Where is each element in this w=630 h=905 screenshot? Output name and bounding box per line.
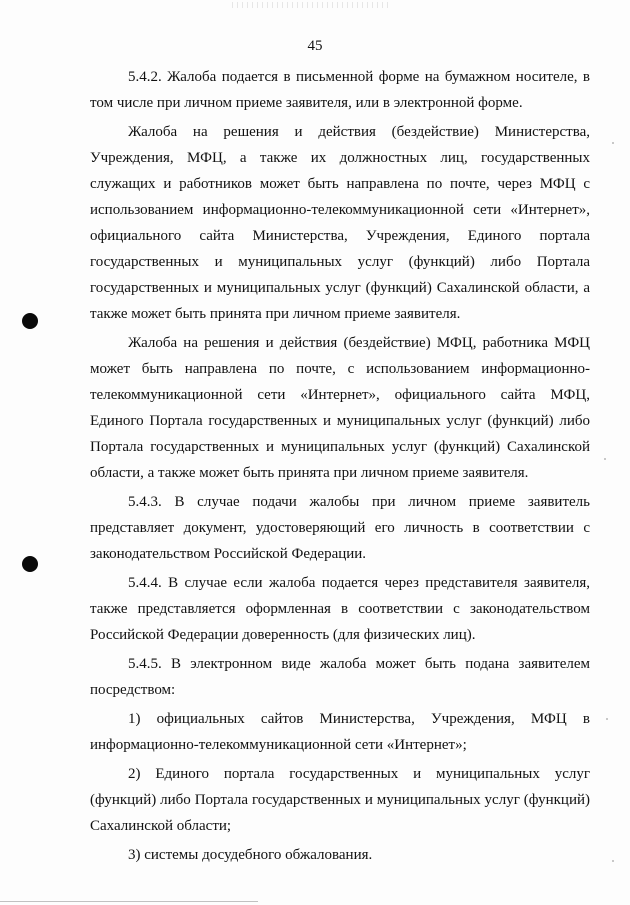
scan-speck [612, 142, 614, 144]
list-item-2: 2) Единого портала государственных и муниципальных услуг (функций) либо Портала государственных и муниципальных услуг (функций) Сахалинской области; [90, 766, 590, 834]
punch-hole-mark [22, 556, 38, 572]
scan-speck [604, 458, 606, 460]
paragraph-complaint-mfc: Жалоба на решения и действия (бездействие) МФЦ, работника МФЦ может быть направлена по почте, с использованием информационно-телекоммуникационной сети «Интернет», официального сайта МФЦ, Единого Портала государственных и муниципальных услуг (функций) либо Портала государственных и муниципальных услуг (функций) Сахалинской области, а также может быть принята при личном приеме заявителя. [90, 335, 590, 481]
paragraph-5-4-2: 5.4.2. Жалоба подается в письменной форме на бумажном носителе, в том числе при личном приеме заявителя, или в электронной форме. [90, 69, 590, 111]
paragraph-5-4-3: 5.4.3. В случае подачи жалобы при личном приеме заявитель представляет документ, удостоверяющий его личность в соответствии с законодательством Российской Федерации. [90, 494, 590, 562]
paragraph-5-4-5: 5.4.5. В электронном виде жалоба может быть подана заявителем посредством: [90, 656, 590, 698]
scan-edge-line [0, 901, 258, 902]
punch-hole-mark [22, 313, 38, 329]
page-number: 45 [307, 38, 323, 54]
document-body [90, 64, 590, 868]
list-item-1: 1) официальных сайтов Министерства, Учреждения, МФЦ в информационно-телекоммуникационной сети «Интернет»; [90, 711, 590, 753]
paragraph-5-4-4: 5.4.4. В случае если жалоба подается через представителя заявителя, также представляется оформленная в соответствии с законодательством Российской Федерации доверенность (для физических лиц). [90, 575, 590, 643]
scan-speck [606, 718, 608, 720]
paragraph-complaint-ministry: Жалоба на решения и действия (бездействие) Министерства, Учреждения, МФЦ, а также их должностных лиц, государственных служащих и работников может быть направлена по почте, через МФЦ с использованием информационно-телекоммуникационной сети «Интернет», официального сайта Министерства, Учреждения, Единого портала государственных и муниципальных услуг (функций) либо Портала государственных и муниципальных услуг (функций) Сахалинской области, а также может быть принята при личном приеме заявителя. [90, 124, 590, 322]
scan-speck [612, 860, 614, 862]
scan-artifact [232, 2, 392, 8]
list-item-3: 3) системы досудебного обжалования. [128, 847, 373, 863]
